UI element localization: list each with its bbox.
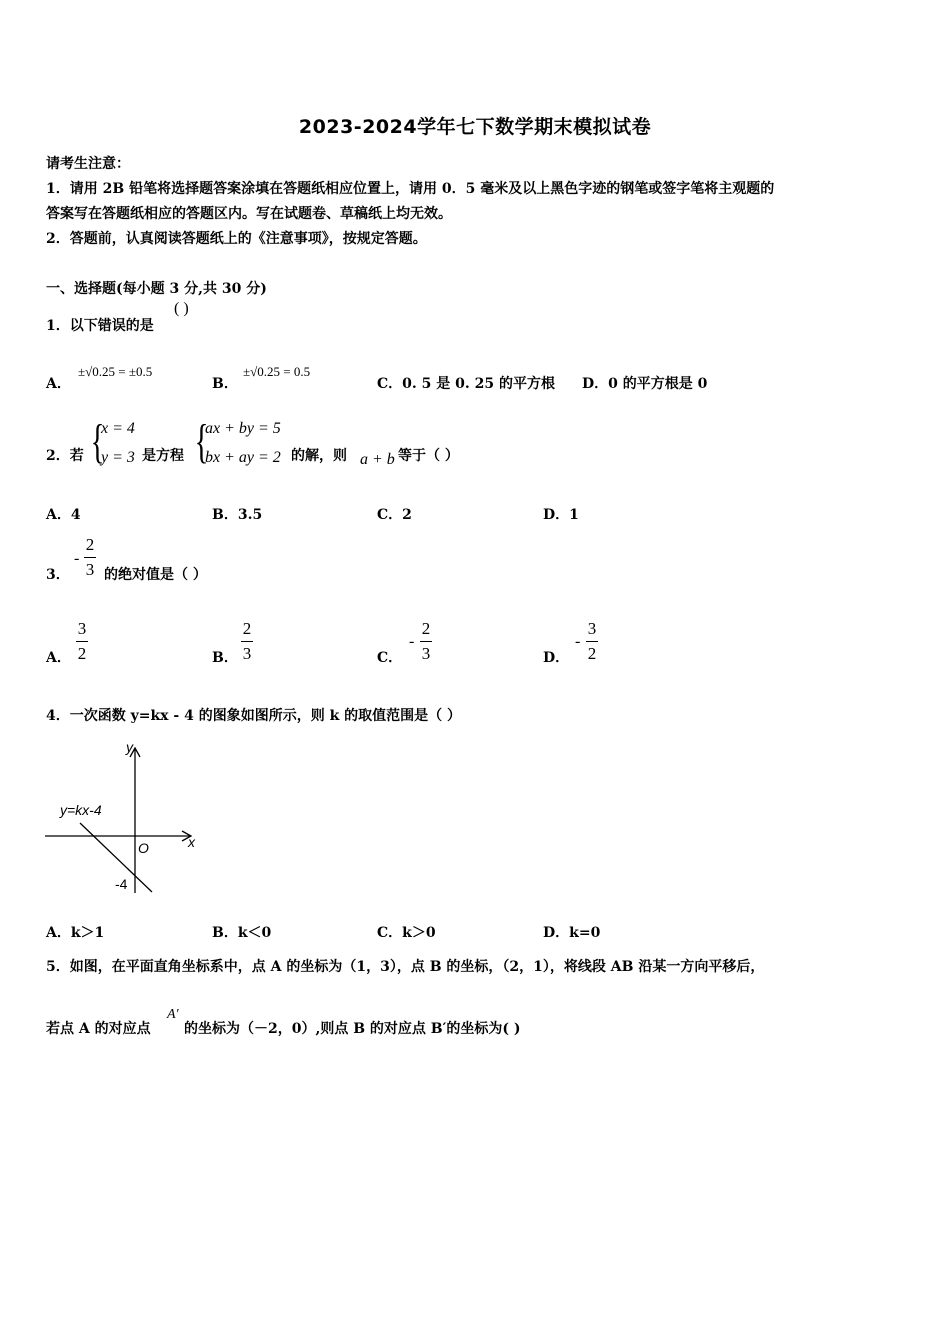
- q3-option-c-denominator: 3: [421, 644, 431, 663]
- q3-option-d-bar: [586, 641, 598, 642]
- q1-option-b-math: ±√0.25 = 0.5: [243, 364, 311, 379]
- x-axis-label: x: [188, 834, 195, 850]
- q4-option-d: D．k=0: [543, 925, 601, 941]
- q2-mid-text: 是方程: [142, 448, 184, 464]
- q3-option-a-bar: [76, 641, 88, 642]
- q4-graph: [40, 735, 205, 900]
- q3-option-d-fraction: [586, 619, 598, 664]
- q3-option-b-label: B．: [212, 650, 238, 666]
- q1-option-c: C．0. 5 是 0. 25 的平方根: [377, 376, 555, 392]
- y-axis-label: y: [126, 739, 133, 755]
- notice-line-2: 2．答题前，认真阅读答题纸上的《注意事项》，按规定答题。: [46, 231, 427, 247]
- q2-number: 2．若: [46, 448, 84, 464]
- q4-stem: 4．一次函数 y=kx - 4 的图象如图所示，则 k 的取值范围是（ ）: [46, 708, 462, 724]
- q3-fraction-bar: [84, 557, 96, 558]
- q2-option-c: C．2: [377, 507, 412, 523]
- q3-stem: 的绝对值是（ ）: [104, 567, 207, 583]
- q2-option-b: B．3.5: [212, 507, 263, 523]
- q3-option-b-fraction: [241, 619, 253, 664]
- q5-line-1: 5．如图，在平面直角坐标系中，点 A 的坐标为（1，3），点 B 的坐标，（2，1），将线段 AB 沿某一方向平移后，: [46, 959, 765, 975]
- q4-option-a: A．k＞1: [46, 925, 105, 941]
- q3-fraction-numerator: 2: [85, 535, 95, 554]
- q3-number: 3．: [46, 567, 70, 583]
- q3-option-b-numerator: 2: [242, 619, 252, 638]
- q2-system2-line2: bx + ay = 2: [205, 449, 281, 466]
- q3-option-a-denominator: 2: [77, 644, 87, 663]
- q1-paren: ( ): [174, 300, 189, 317]
- q3-fraction: [84, 535, 96, 580]
- q4-option-c: C．k＞0: [377, 925, 436, 941]
- q5-line-2a: 若点 A 的对应点: [46, 1021, 151, 1037]
- q2-end-text: 等于（ ）: [398, 448, 459, 464]
- q3-option-b-denominator: 3: [242, 644, 252, 663]
- q3-option-d-denominator: 2: [587, 644, 597, 663]
- notice-heading: 请考生注意：: [46, 156, 130, 172]
- q3-option-c-numerator: 2: [421, 619, 431, 638]
- q2-option-a: A．4: [46, 507, 81, 523]
- q3-option-c-negative: -: [409, 633, 415, 650]
- q1-option-d: D．0 的平方根是 0: [582, 376, 708, 392]
- q5-a-prime: A′: [167, 1007, 179, 1022]
- q2-option-d: D．1: [543, 507, 579, 523]
- q3-fraction-denominator: 3: [85, 560, 95, 579]
- q2-tail-text: 的解，则: [291, 448, 347, 464]
- q3-option-b-bar: [241, 641, 253, 642]
- q3-option-a-numerator: 3: [77, 619, 87, 638]
- notice-line-1a: 1．请用 2B 铅笔将选择题答案涂填在答题纸相应位置上，请用 0．5 毫米及以上黑色字迹的钢笔或签字笔将主观题的: [46, 181, 775, 197]
- q2-system2-line1: ax + by = 5: [205, 420, 281, 437]
- intercept-label: -4: [115, 876, 128, 892]
- q5-line-2b: 的坐标为（－2，0）,则点 B 的对应点 B′的坐标为( ): [184, 1021, 521, 1037]
- q2-expression: a + b: [360, 451, 395, 468]
- q3-option-d-numerator: 3: [587, 619, 597, 638]
- q2-brace-1: {: [90, 415, 105, 468]
- q4-option-b: B．k＜0: [212, 925, 272, 941]
- q3-option-d-negative: -: [575, 633, 581, 650]
- line-label: y=kx-4: [60, 802, 102, 818]
- q1-option-a-label: A．: [46, 376, 71, 392]
- q3-option-c-fraction: [420, 619, 432, 664]
- q2-system1-line2: y = 3: [101, 449, 135, 466]
- q3-option-a-fraction: [76, 619, 88, 664]
- q1-option-a-math: ±√0.25 = ±0.5: [78, 364, 153, 379]
- origin-label: O: [138, 840, 149, 856]
- q3-option-a-label: A．: [46, 650, 71, 666]
- section-heading: 一、选择题(每小题 3 分,共 30 分): [46, 281, 267, 297]
- q1-option-b-label: B．: [212, 376, 238, 392]
- q2-brace-2: {: [194, 415, 209, 468]
- q3-negative-sign: -: [74, 550, 80, 567]
- q3-option-c-bar: [420, 641, 432, 642]
- q1-stem: 1．以下错误的是: [46, 318, 154, 334]
- q3-option-c-label: C．: [377, 650, 403, 666]
- q3-option-d-label: D．: [543, 650, 570, 666]
- q2-system1-line1: x = 4: [101, 420, 135, 437]
- page-title: 2023-2024学年七下数学期末模拟试卷: [298, 116, 652, 138]
- notice-line-1b: 答案写在答题纸相应的答题区内。写在试题卷、草稿纸上均无效。: [46, 206, 452, 222]
